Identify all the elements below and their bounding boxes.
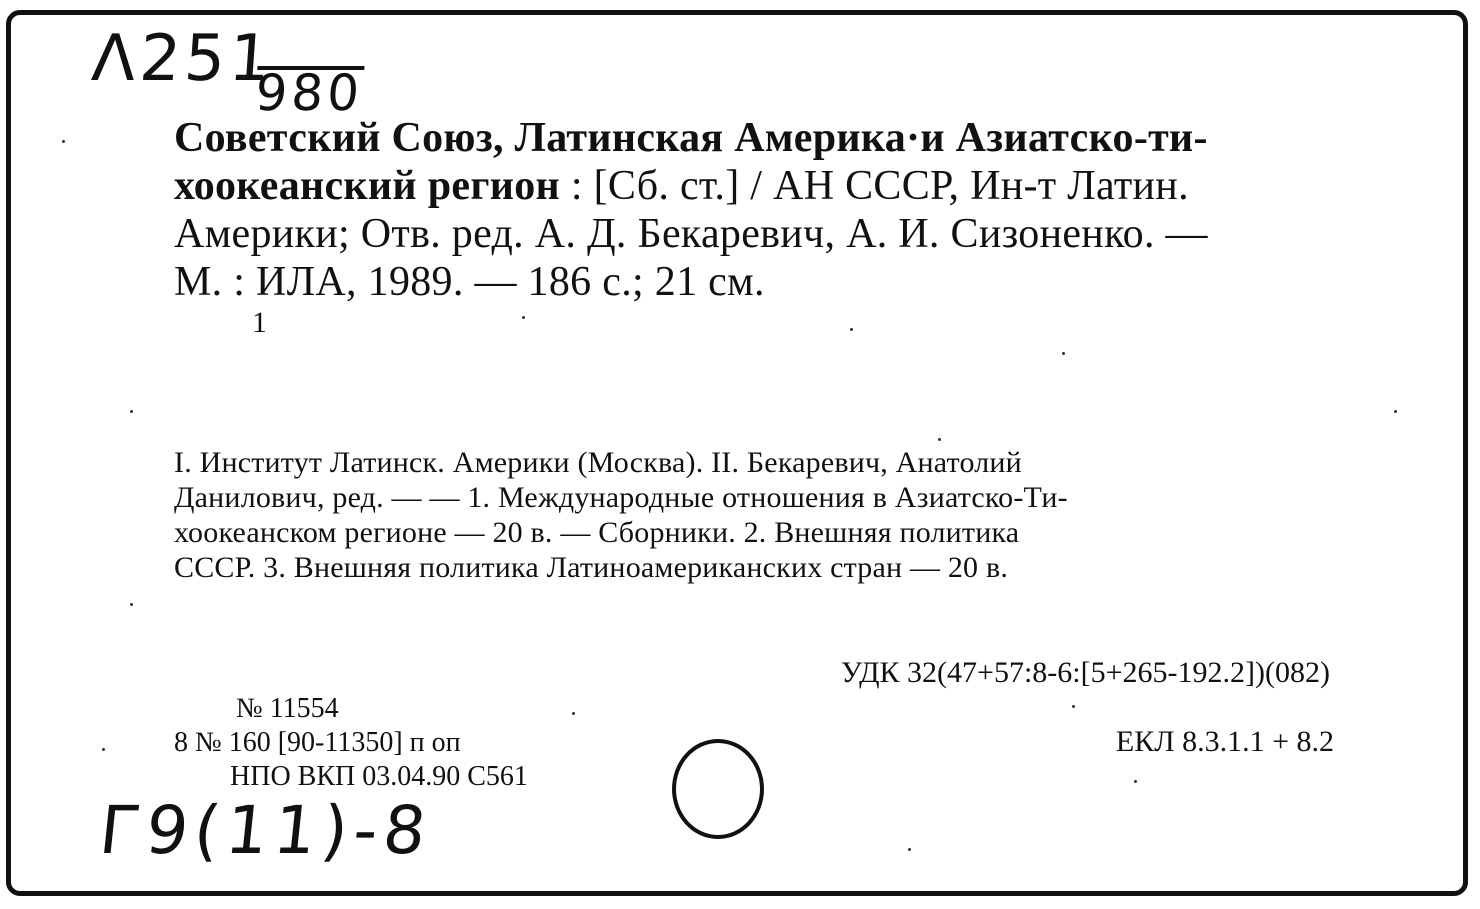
handwritten-shelf-mark: Г9(11)-8 bbox=[95, 792, 436, 869]
title-line-2-rest: : [Сб. ст.] / АН СССР, Ин-т Латин. bbox=[560, 163, 1189, 209]
scan-speck bbox=[62, 140, 65, 143]
title-line-2 bbox=[174, 162, 1334, 210]
tracing-line-3: хоокеанском регионе — 20 в. — Сборники. 2. Внешняя политика bbox=[174, 516, 1020, 549]
pub-info-line-3: НПО ВКП 03.04.90 С561 bbox=[230, 761, 528, 792]
scan-speck bbox=[102, 748, 105, 751]
pub-info-line-1: № 11554 bbox=[236, 693, 339, 724]
tracing-line-1: I. Институт Латинск. Америки (Москва). II. Бекаревич, Анатолий bbox=[174, 446, 1022, 479]
title-line-1: Советский Союз, Латинская Америка·и Азиатско-ти- bbox=[174, 115, 1208, 161]
scan-speck bbox=[938, 438, 941, 441]
title-line-2-bold: хоокеанский регион bbox=[174, 163, 561, 209]
pub-info-line-2: 8 № 160 [90-11350] п оп bbox=[174, 727, 461, 758]
title-line-4: М. : ИЛА, 1989. — 186 с.; 21 см. bbox=[174, 259, 765, 305]
publication-info bbox=[174, 692, 528, 794]
udc-classification: УДК 32(47+57:8-6:[5+265-192.2])(082) bbox=[840, 656, 1330, 689]
call-number-part1: Λ251 bbox=[89, 22, 277, 96]
tracing-line-2: Данилович, ред. — — 1. Международные отношения в Азиатско-Ти- bbox=[174, 481, 1068, 514]
tracing-line-4: СССР. 3. Внешняя политика Латиноамериканских стран — 20 в. bbox=[174, 551, 1009, 584]
subject-tracings bbox=[174, 445, 1336, 585]
scan-speck bbox=[850, 328, 853, 331]
ekl-classification: ЕКЛ 8.3.1.1 + 8.2 bbox=[1115, 725, 1334, 758]
scan-speck bbox=[572, 712, 575, 715]
scan-speck bbox=[1072, 705, 1075, 708]
scan-speck bbox=[130, 603, 133, 606]
title-line-3: Америки; Отв. ред. А. Д. Бекаревич, А. И. Сизоненко. — bbox=[174, 211, 1208, 257]
call-number-part2: 980 bbox=[253, 64, 366, 122]
scan-speck bbox=[908, 848, 911, 851]
scan-speck bbox=[130, 410, 133, 413]
stamp-circle bbox=[672, 739, 764, 839]
scan-speck bbox=[1394, 410, 1397, 413]
bibliographic-description bbox=[174, 114, 1334, 306]
handwritten-call-number bbox=[89, 22, 366, 122]
small-mark: 1 bbox=[252, 306, 267, 339]
scan-speck bbox=[1134, 780, 1137, 783]
scan-speck bbox=[1062, 352, 1065, 355]
scan-speck bbox=[522, 316, 525, 319]
